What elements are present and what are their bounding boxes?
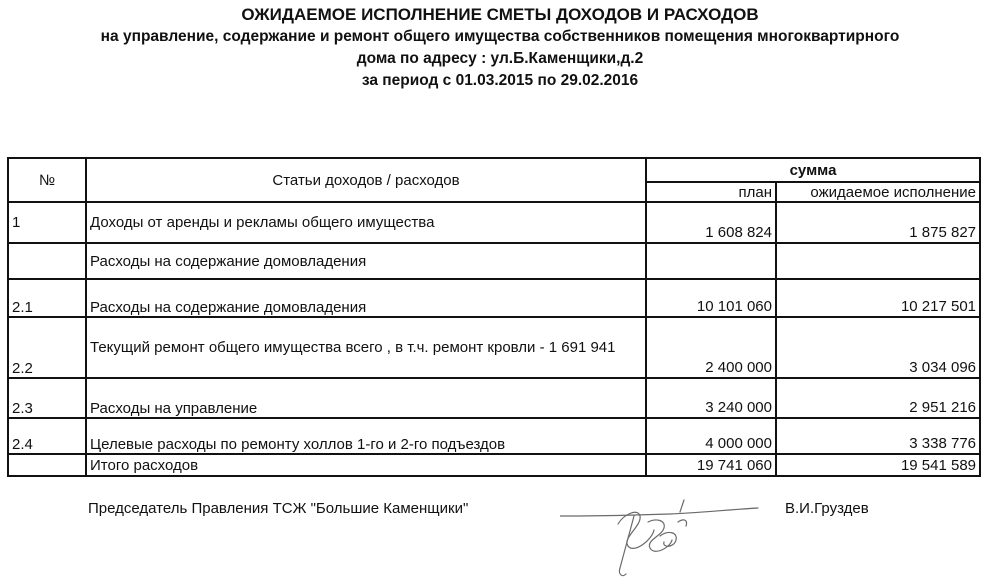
header-expected: ожидаемое исполнение	[776, 182, 980, 202]
row-plan: 2 400 000	[646, 317, 776, 378]
row-number	[8, 243, 86, 279]
row-item: Целевые расходы по ремонту холлов 1-го и 2-го подъездов	[86, 418, 646, 454]
table-row	[8, 317, 980, 378]
row-expected: 3 034 096	[776, 317, 980, 378]
total-label: Итого расходов	[86, 454, 646, 476]
header-item: Статьи доходов / расходов	[86, 158, 646, 202]
row-number: 2.1	[8, 279, 86, 317]
signatory-name: В.И.Груздев	[785, 500, 869, 517]
table-row	[8, 202, 980, 243]
row-item: Расходы на содержание домовладения	[86, 279, 646, 317]
document-title-block	[0, 4, 1000, 92]
table-row	[8, 418, 980, 454]
table-header-row	[8, 158, 980, 182]
signature-stroke	[618, 512, 654, 548]
row-plan: 3 240 000	[646, 378, 776, 418]
table-row	[8, 243, 980, 279]
row-item: Расходы на содержание домовладения	[86, 243, 646, 279]
row-item: Текущий ремонт общего имущества всего , в т.ч. ремонт кровли - 1 691 941	[86, 317, 646, 378]
row-plan	[646, 243, 776, 279]
total-expected: 19 541 589	[776, 454, 980, 476]
row-number: 2.3	[8, 378, 86, 418]
document-period: за период с 01.03.2015 по 29.02.2016	[361, 72, 639, 89]
row-expected: 10 217 501	[776, 279, 980, 317]
document-address: дома по адресу : ул.Б.Каменщики,д.2	[356, 50, 644, 67]
row-number: 2.2	[8, 317, 86, 378]
table-total-row	[8, 454, 980, 476]
row-plan: 10 101 060	[646, 279, 776, 317]
header-number: №	[8, 158, 86, 202]
signature-stroke	[619, 516, 634, 576]
row-expected: 3 338 776	[776, 418, 980, 454]
row-item: Расходы на управление	[86, 378, 646, 418]
table-row	[8, 378, 980, 418]
row-expected: 2 951 216	[776, 378, 980, 418]
document-title: ОЖИДАЕМОЕ ИСПОЛНЕНИЕ СМЕТЫ ДОХОДОВ И РАСХОДОВ	[241, 5, 759, 24]
row-expected	[776, 243, 980, 279]
row-plan: 1 608 824	[646, 202, 776, 243]
row-expected: 1 875 827	[776, 202, 980, 243]
row-number: 1	[8, 202, 86, 243]
table-row	[8, 279, 980, 317]
row-number: 2.4	[8, 418, 86, 454]
header-sum: сумма	[646, 158, 980, 182]
signature-stroke	[560, 508, 758, 516]
total-plan: 19 741 060	[646, 454, 776, 476]
row-item: Доходы от аренды и рекламы общего имущества	[86, 202, 646, 243]
document-subtitle: на управление, содержание и ремонт общего имущества собственников помещения многоквартирного	[100, 28, 900, 45]
header-plan: план	[646, 182, 776, 202]
row-plan: 4 000 000	[646, 418, 776, 454]
signatory-position: Председатель Правления ТСЖ "Большие Каменщики"	[88, 500, 469, 517]
signature-image	[560, 482, 760, 582]
signature-stroke	[660, 533, 676, 547]
total-number	[8, 454, 86, 476]
budget-table	[7, 157, 981, 477]
